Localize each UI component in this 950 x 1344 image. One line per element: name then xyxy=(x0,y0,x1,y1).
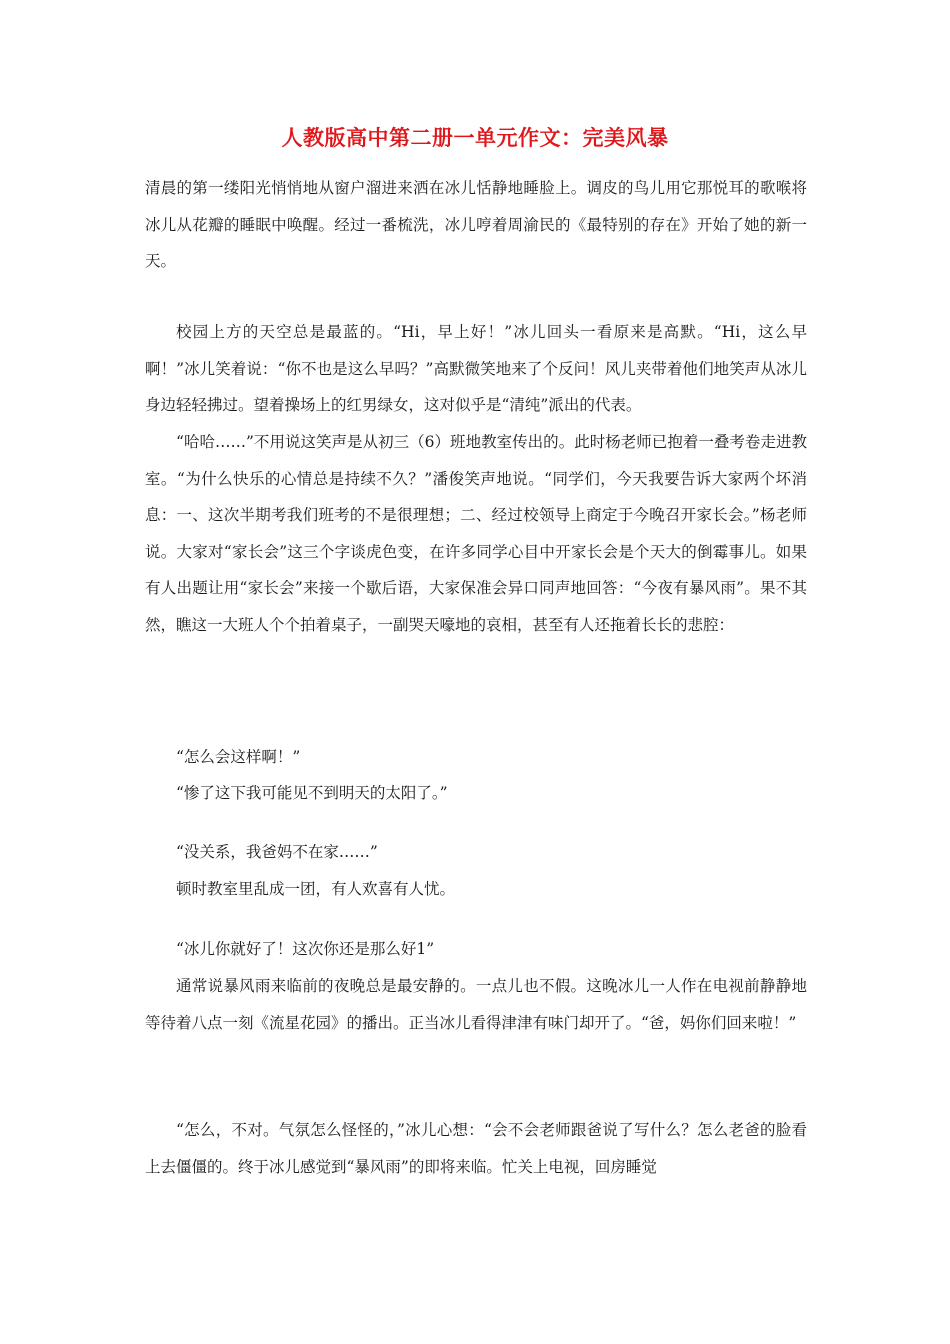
paragraph-classroom: “哈哈……”不用说这笑声是从初三（6）班地教室传出的。此时杨老师已抱着一叠考卷走进教室。“为什么快乐的心情总是持续不久？”潘俊笑声地说。“同学们，今天我要告诉大家两个坏消息：一、这次半期考我们班考的不是很理想；二、经过校领导上商定于今晚召开家长会。”杨老师说。大家对“家长会”这三个字谈虎色变，在许多同学心目中开家长会是个天大的倒霉事儿。如果有人出题让用“家长会”来接一个歇后语，大家保准会异口同声地回答：“今夜有暴风雨”。果不其然，瞧这一大班人个个拍着桌子，一副哭天嚎地的哀相，甚至有人还拖着长长的悲腔： xyxy=(145,433,807,634)
paragraph-evening: 通常说暴风雨来临前的夜晚总是最安静的。一点儿也不假。这晚冰儿一人作在电视前静静地等待着八点一刻《流星花园》的播出。正当冰儿看得津津有味门却开了。“爸，妈你们回来啦！” xyxy=(145,977,807,1032)
paragraph-morning: 清晨的第一缕阳光悄悄地从窗户溜进来洒在冰儿恬静地睡脸上。调皮的鸟儿用它那悦耳的歌喉将冰儿从花瓣的睡眠中唤醒。经过一番梳洗，冰儿哼着周渝民的《最特别的存在》开始了她的新一天。 xyxy=(145,179,807,270)
dialogue-line: “没关系，我爸妈不在家……” xyxy=(176,843,378,861)
dialogue-line: “冰儿你就好了！这次你还是那么好1” xyxy=(176,940,435,958)
paragraph-storm: “怎么，不对。气氛怎么怪怪的，”冰儿心想：“会不会老师跟爸说了写什么？怎么老爸的脸看上去僵僵的。终于冰儿感觉到“暴风雨”的即将来临。忙关上电视，回房睡觉 xyxy=(145,1121,807,1176)
dialogue-line: “怎么会这样啊！” xyxy=(176,748,301,766)
paragraph-campus: 校园上方的天空总是最蓝的。“Hi，早上好！”冰儿回头一看原来是高默。“Hi，这么早啊！”冰儿笑着说：“你不也是这么早吗？”高默微笑地来了个反问！风儿夹带着他们地笑声从冰儿身边轻轻拂过。望着操场上的红男绿女，这对似乎是“清纯”派出的代表。 xyxy=(145,323,807,414)
narration-line: 顿时教室里乱成一团，有人欢喜有人忧。 xyxy=(176,880,456,898)
document-title: 人教版高中第二册一单元作文：完美风暴 xyxy=(281,125,669,150)
dialogue-line: “惨了这下我可能见不到明天的太阳了。” xyxy=(176,784,448,802)
